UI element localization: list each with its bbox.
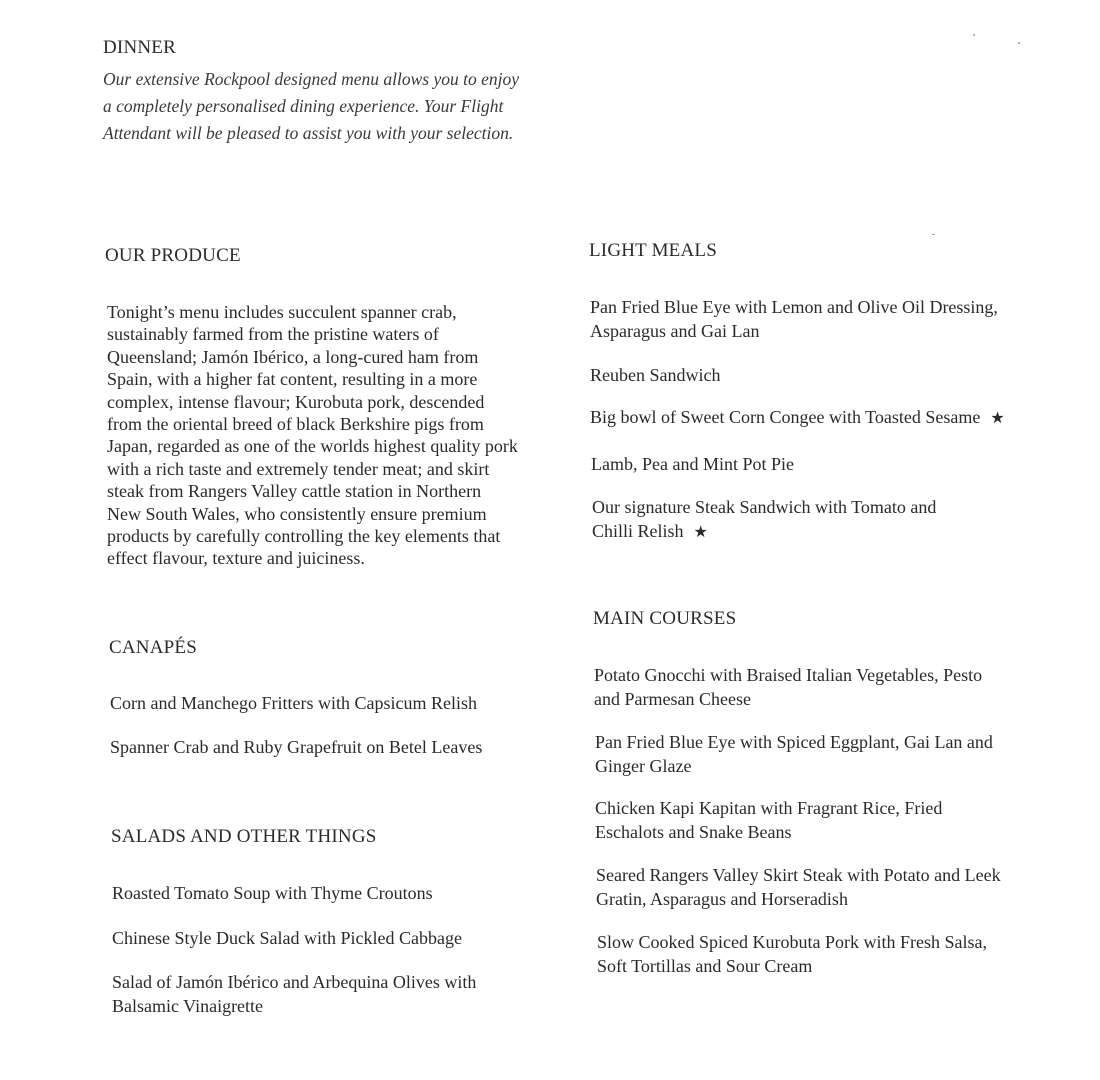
produce-line: Queensland; Jamón Ibérico, a long-cured ham from: [107, 346, 479, 367]
scan-speck: [1018, 42, 1020, 44]
main-courses-heading: MAIN COURSES: [593, 608, 737, 629]
main-course-item: [595, 796, 942, 844]
light-meal-item: [591, 452, 794, 476]
dinner-intro-line: Attendant will be pleased to assist you with your selection.: [103, 123, 514, 143]
main-course-line: Eschalots and Snake Beans: [595, 822, 792, 842]
dinner-intro-line: Our extensive Rockpool designed menu allows you to enjoy: [103, 69, 520, 89]
salads-heading: SALADS AND OTHER THINGS: [111, 826, 377, 847]
salad-item: [112, 926, 462, 950]
produce-line: sustainably farmed from the pristine waters of: [107, 324, 439, 345]
light-meals-heading: LIGHT MEALS: [589, 240, 717, 261]
main-course-line: Potato Gnocchi with Braised Italian Vegetables, Pesto: [594, 665, 983, 685]
produce-heading: OUR PRODUCE: [105, 245, 241, 266]
main-course-item: [595, 730, 993, 778]
produce-line: steak from Rangers Valley cattle station in Northern: [107, 481, 482, 502]
scan-speck: [932, 234, 935, 235]
main-course-line: Soft Tortillas and Sour Cream: [597, 956, 813, 976]
main-course-item: [596, 863, 1001, 911]
produce-line: complex, intense flavour; Kurobuta pork, descended: [107, 391, 485, 412]
salad-item: [112, 970, 476, 1018]
produce-line: from the oriental breed of black Berkshire pigs from: [107, 414, 484, 435]
main-course-line: Chicken Kapi Kapitan with Fragrant Rice, Fried: [595, 798, 943, 818]
light-meal-line: Lamb, Pea and Mint Pot Pie: [591, 454, 794, 474]
light-meal-line: Chilli Relish ★: [592, 521, 708, 541]
light-meal-line: Asparagus and Gai Lan: [590, 321, 760, 341]
produce-line: Tonight’s menu includes succulent spanner crab,: [107, 302, 457, 322]
produce-line: with a rich taste and extremely tender meat; and skirt: [107, 458, 490, 479]
star-icon: ★: [990, 410, 1005, 427]
main-course-line: and Parmesan Cheese: [594, 689, 751, 709]
light-meal-line: Reuben Sandwich: [590, 365, 721, 385]
produce-line: Japan, regarded as one of the worlds highest quality pork: [107, 436, 518, 457]
light-meal-line: Big bowl of Sweet Corn Congee with Toasted Sesame: [590, 407, 981, 427]
main-course-line: Ginger Glaze: [595, 756, 692, 776]
produce-line: New South Wales, who consistently ensure premium: [107, 503, 487, 524]
main-course-item: [597, 930, 987, 978]
light-meal-line: Pan Fried Blue Eye with Lemon and Olive Oil Dressing,: [590, 297, 998, 317]
dinner-heading: DINNER: [103, 37, 176, 58]
salad-item-line: Chinese Style Duck Salad with Pickled Cabbage: [112, 928, 462, 948]
salad-item-line: Balsamic Vinaigrette: [112, 996, 264, 1016]
light-meal-item: [590, 405, 1005, 431]
star-icon: ★: [693, 524, 708, 541]
salad-item: [112, 881, 433, 905]
canapes-heading: CANAPÉS: [109, 637, 197, 658]
scan-speck: [973, 34, 975, 36]
main-course-line: Slow Cooked Spiced Kurobuta Pork with Fresh Salsa,: [597, 932, 987, 952]
produce-line: Spain, with a higher fat content, resulting in a more: [107, 369, 478, 390]
main-course-item: [594, 663, 982, 711]
produce-line: effect flavour, texture and juiciness.: [107, 548, 365, 569]
light-meal-item: [592, 495, 936, 545]
main-course-line: Pan Fried Blue Eye with Spiced Eggplant, Gai Lan and: [595, 732, 993, 752]
canape-item: Spanner Crab and Ruby Grapefruit on Betel Leaves: [110, 737, 483, 757]
light-meal-item: [590, 295, 998, 343]
dinner-intro-line: a completely personalised dining experience. Your Flight: [103, 96, 504, 116]
main-course-line: Gratin, Asparagus and Horseradish: [596, 889, 848, 909]
produce-description: [107, 301, 577, 570]
salad-item-line: Salad of Jamón Ibérico and Arbequina Olives with: [112, 972, 477, 992]
light-meal-line: Our signature Steak Sandwich with Tomato and: [592, 497, 937, 517]
salad-item-line: Roasted Tomato Soup with Thyme Croutons: [112, 883, 433, 903]
produce-line: products by carefully controlling the key elements that: [107, 526, 501, 547]
dinner-intro: [103, 66, 519, 147]
light-meal-item: [590, 363, 720, 387]
main-course-line: Seared Rangers Valley Skirt Steak with Potato and Leek: [596, 865, 1001, 885]
canape-item: Corn and Manchego Fritters with Capsicum Relish: [110, 693, 477, 713]
